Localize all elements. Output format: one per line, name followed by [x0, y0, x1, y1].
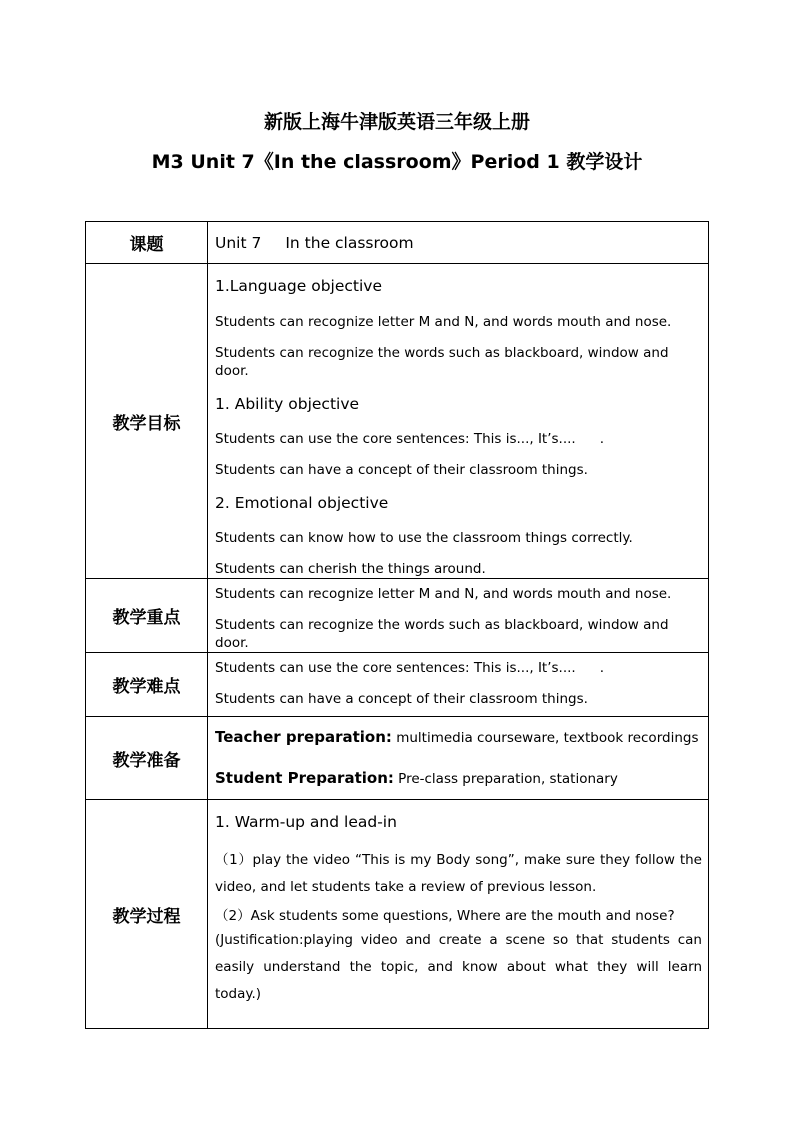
objective-text-end: . [599, 431, 605, 447]
key-points-content [208, 579, 709, 653]
label-topic: 课题 [86, 222, 208, 264]
objective-heading-language: 1.Language objective [215, 277, 382, 295]
student-preparation-label: Student Preparation: [215, 769, 394, 787]
process-step-number: （1） [215, 852, 253, 868]
topic-name: In the classroom [285, 233, 414, 252]
table-row-key-points [86, 579, 709, 653]
key-point-line: Students can recognize the words such as blackboard, window and door. [215, 617, 669, 651]
student-preparation-text: Pre-class preparation, stationary [398, 771, 618, 787]
objective-line: Students can cherish the things around. [215, 561, 486, 577]
table-row-objectives [86, 264, 709, 579]
table-row-process [86, 800, 709, 1029]
label-objectives: 教学目标 [86, 264, 208, 579]
process-step [215, 847, 702, 901]
process-step [215, 907, 702, 925]
difficulty-text-end: . [599, 660, 605, 676]
process-heading: 1. Warm-up and lead-in [215, 813, 397, 831]
table-row-preparation [86, 717, 709, 800]
teacher-preparation [215, 728, 702, 747]
topic-unit: Unit 7 [215, 233, 262, 252]
label-key-points: 教学重点 [86, 579, 208, 653]
preparation-content [208, 717, 709, 800]
label-difficulties: 教学难点 [86, 653, 208, 717]
difficulty-line: Students can have a concept of their classroom things. [215, 691, 588, 707]
key-point-line: Students can recognize letter M and N, and words mouth and nose. [215, 586, 672, 602]
objective-text: Students can use the core sentences: This is..., It’s.... [215, 431, 576, 447]
label-preparation: 教学准备 [86, 717, 208, 800]
topic-value [208, 222, 709, 264]
objective-heading-ability: 1. Ability objective [215, 395, 360, 413]
process-step-number: （2） [215, 908, 251, 924]
objective-line: Students can recognize letter M and N, and words mouth and nose. [215, 314, 672, 330]
objectives-content [208, 264, 709, 579]
table-row-topic [86, 222, 709, 264]
lesson-plan-table [85, 221, 709, 1029]
objective-line [215, 430, 702, 448]
label-process: 教学过程 [86, 800, 208, 1029]
document-title: 新版上海牛津版英语三年级上册 [263, 111, 530, 133]
teacher-preparation-text: multimedia courseware, textbook recordings [396, 730, 699, 746]
objective-heading-emotional: 2. Emotional objective [215, 494, 389, 512]
process-step-text: play the video “This is my Body song”, make sure they follow the video, and let students take a review of previous lesson. [215, 852, 702, 895]
objective-line: Students can recognize the words such as blackboard, window and door. [215, 345, 669, 379]
document-subtitle: M3 Unit 7《In the classroom》Period 1 教学设计 [151, 151, 643, 173]
process-content [208, 800, 709, 1029]
objective-line: Students can know how to use the classroom things correctly. [215, 530, 633, 546]
difficulty-line [215, 659, 702, 677]
difficulties-content [208, 653, 709, 717]
teacher-preparation-label: Teacher preparation: [215, 728, 392, 746]
student-preparation [215, 769, 702, 788]
difficulty-text: Students can use the core sentences: This is..., It’s.... [215, 660, 576, 676]
process-justification: (Justification:playing video and create a scene so that students can easily understand the topic, and know about what they will learn today.) [215, 932, 702, 1002]
table-row-difficulties [86, 653, 709, 717]
objective-line: Students can have a concept of their classroom things. [215, 462, 588, 478]
process-step-text: Ask students some questions, Where are the mouth and nose? [250, 908, 675, 924]
